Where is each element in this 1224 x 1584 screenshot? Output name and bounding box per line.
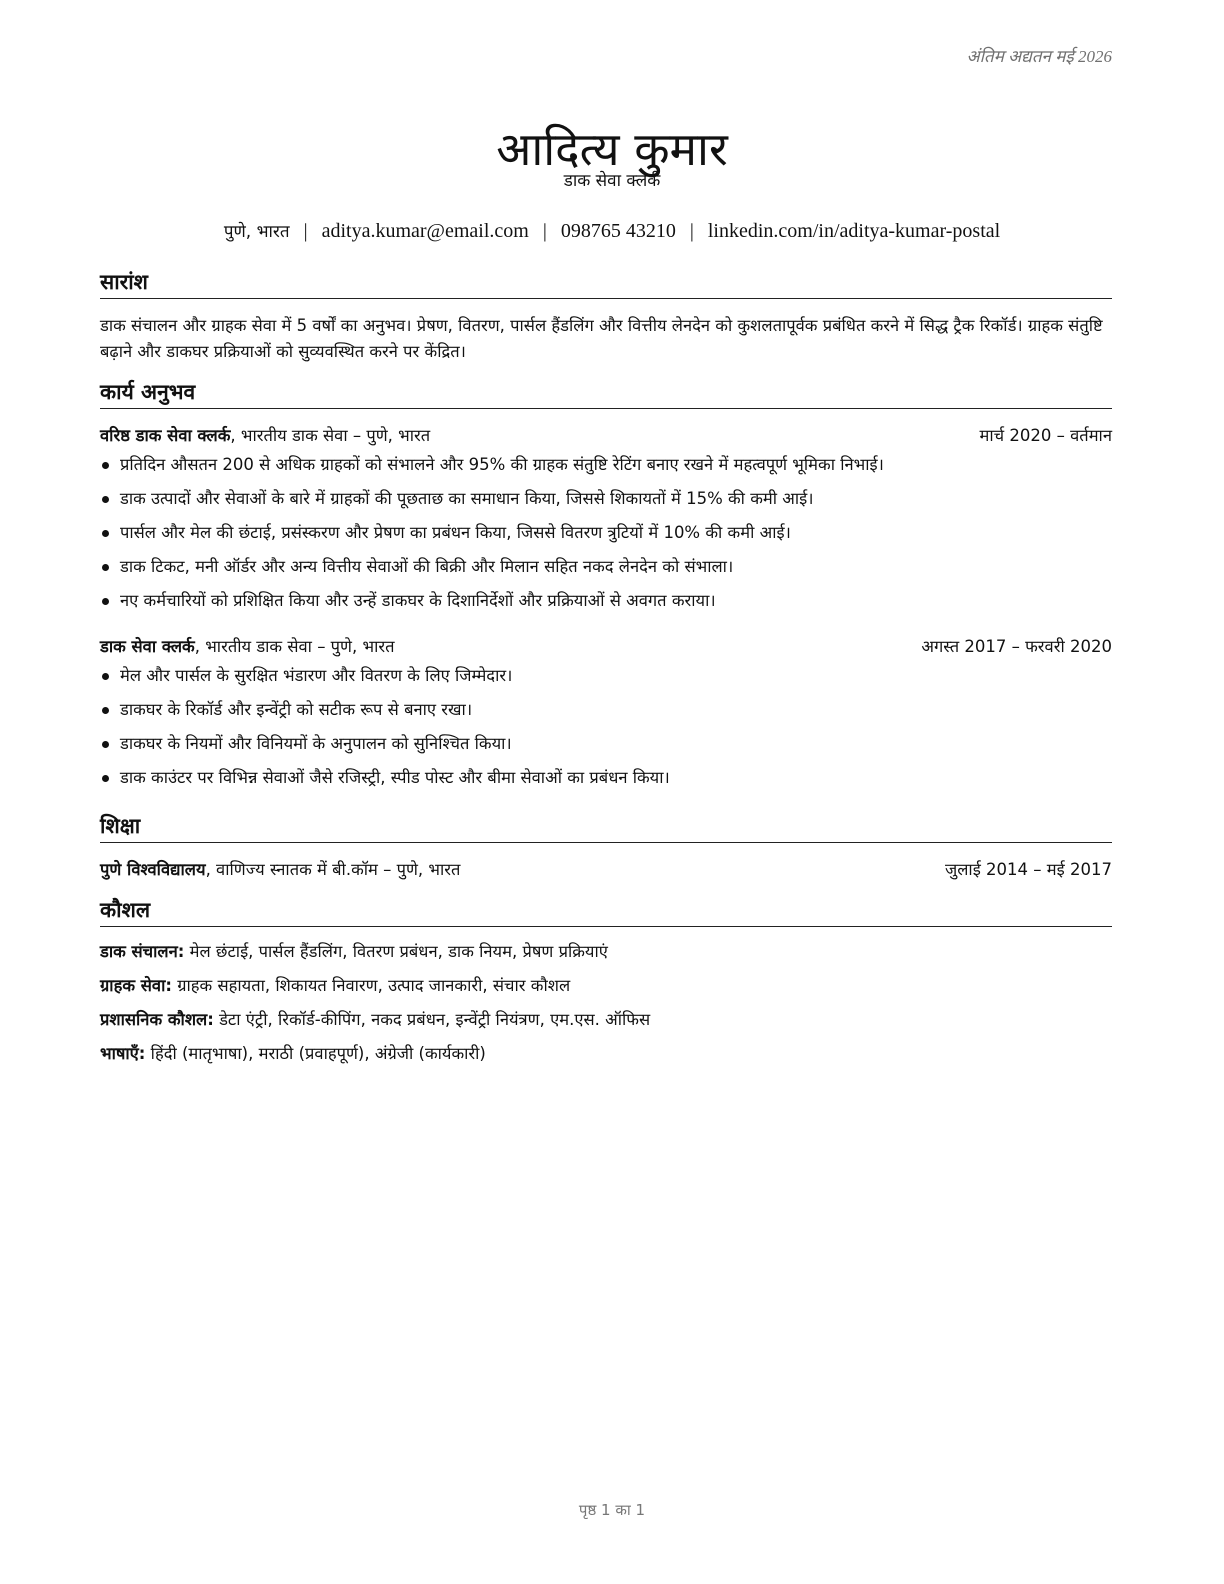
skill-row bbox=[100, 935, 1112, 969]
contact-separator: | bbox=[542, 220, 547, 242]
education-degree: , वाणिज्य स्नातक में बी.कॉम – पुणे, भारत bbox=[205, 860, 461, 879]
job-entry bbox=[100, 634, 1112, 795]
skill-value: मेल छंटाई, पार्सल हैंडलिंग, वितरण प्रबंधन, डाक नियम, प्रेषण प्रक्रियाएं bbox=[184, 942, 608, 961]
experience-section bbox=[100, 378, 1112, 795]
skill-label: भाषाएँ: bbox=[100, 1044, 146, 1063]
job-header bbox=[100, 423, 1112, 446]
list-item: मेल और पार्सल के सुरक्षित भंडारण और वितरण के लिए जिम्मेदार। bbox=[100, 659, 1112, 693]
contact-separator: | bbox=[689, 220, 694, 242]
skills-section bbox=[100, 896, 1112, 1071]
last-updated: अंतिम अद्यतन मई 2026 bbox=[966, 47, 1112, 66]
contact-phone: 098765 43210 bbox=[560, 220, 676, 242]
skill-label: डाक संचालन: bbox=[100, 942, 185, 961]
job-header bbox=[100, 634, 1112, 657]
contact-line bbox=[0, 219, 1224, 243]
education-entry bbox=[100, 857, 1112, 880]
job-bullets bbox=[100, 659, 1112, 795]
job-bullets bbox=[100, 448, 1112, 618]
skill-value: डेटा एंट्री, रिकॉर्ड-कीपिंग, नकद प्रबंधन, इन्वेंट्री नियंत्रण, एम.एस. ऑफिस bbox=[213, 1010, 651, 1029]
list-item: पार्सल और मेल की छंटाई, प्रसंस्करण और प्रेषण का प्रबंधन किया, जिससे वितरण त्रुटियों में 10% की कमी आई। bbox=[100, 516, 1112, 550]
contact-separator: | bbox=[303, 220, 308, 242]
contact-email[interactable]: aditya.kumar@email.com bbox=[321, 220, 529, 242]
education-school: पुणे विश्वविद्यालय bbox=[100, 860, 206, 879]
candidate-role: डाक सेवा क्लर्क bbox=[563, 171, 661, 191]
candidate-name: आदित्य कुमार bbox=[496, 121, 728, 176]
job-title-line bbox=[100, 634, 395, 657]
list-item: डाकघर के नियमों और विनियमों के अनुपालन को सुनिश्चित किया। bbox=[100, 727, 1112, 761]
list-item: नए कर्मचारियों को प्रशिक्षित किया और उन्हें डाकघर के दिशानिर्देशों और प्रक्रियाओं से अवगत कराया। bbox=[100, 584, 1112, 618]
list-item: डाक उत्पादों और सेवाओं के बारे में ग्राहकों की पूछताछ का समाधान किया, जिससे शिकायतों में 15% की कमी आई। bbox=[100, 482, 1112, 516]
skills-list bbox=[100, 935, 1112, 1071]
skill-row bbox=[100, 1037, 1112, 1071]
job-position: डाक सेवा क्लर्क bbox=[100, 637, 195, 656]
skill-value: ग्राहक सहायता, शिकायत निवारण, उत्पाद जानकारी, संचार कौशल bbox=[171, 976, 571, 995]
skill-row bbox=[100, 969, 1112, 1003]
job-org: , भारतीय डाक सेवा – पुणे, भारत bbox=[230, 426, 431, 445]
job-dates: मार्च 2020 – वर्तमान bbox=[979, 426, 1112, 445]
contact-location: पुणे, भारत bbox=[223, 222, 290, 242]
job-title-line bbox=[100, 423, 430, 446]
education-section bbox=[100, 812, 1112, 880]
section-title-experience: कार्य अनुभव bbox=[100, 378, 1112, 409]
education-dates: जुलाई 2014 – मई 2017 bbox=[945, 860, 1112, 879]
summary-section bbox=[100, 268, 1112, 365]
section-title-education: शिक्षा bbox=[100, 812, 1112, 843]
list-item: डाक काउंटर पर विभिन्न सेवाओं जैसे रजिस्ट्री, स्पीड पोस्ट और बीमा सेवाओं का प्रबंधन किया। bbox=[100, 761, 1112, 795]
list-item: प्रतिदिन औसतन 200 से अधिक ग्राहकों को संभालने और 95% की ग्राहक संतुष्टि रेटिंग बनाए रखने में महत्वपूर्ण भूमिका निभाई। bbox=[100, 448, 1112, 482]
page-number: पृष्ठ 1 का 1 bbox=[578, 1501, 646, 1519]
skill-label: प्रशासनिक कौशल: bbox=[100, 1010, 214, 1029]
summary-text: डाक संचालन और ग्राहक सेवा में 5 वर्षों का अनुभव। प्रेषण, वितरण, पार्सल हैंडलिंग और वित्तीय लेनदेन को कुशलतापूर्वक प्रबंधित करने में सिद्ध ट्रैक रिकॉर्ड। ग्राहक संतुष्टि बढ़ाने और डाकघर प्रक्रियाओं को सुव्यवस्थित करने पर केंद्रित। bbox=[100, 316, 1103, 361]
skill-row bbox=[100, 1003, 1112, 1037]
skill-label: ग्राहक सेवा: bbox=[100, 976, 172, 995]
list-item: डाकघर के रिकॉर्ड और इन्वेंट्री को सटीक रूप से बनाए रखा। bbox=[100, 693, 1112, 727]
job-dates: अगस्त 2017 – फरवरी 2020 bbox=[921, 637, 1112, 656]
list-item: डाक टिकट, मनी ऑर्डर और अन्य वित्तीय सेवाओं की बिक्री और मिलान सहित नकद लेनदेन को संभाला। bbox=[100, 550, 1112, 584]
contact-linkedin[interactable]: linkedin.com/in/aditya-kumar-postal bbox=[707, 220, 1001, 242]
job-entry bbox=[100, 423, 1112, 618]
section-title-skills: कौशल bbox=[100, 896, 1112, 927]
job-position: वरिष्ठ डाक सेवा क्लर्क bbox=[100, 426, 231, 445]
skill-value: हिंदी (मातृभाषा), मराठी (प्रवाहपूर्ण), अंग्रेजी (कार्यकारी) bbox=[145, 1044, 486, 1063]
job-org: , भारतीय डाक सेवा – पुणे, भारत bbox=[194, 637, 395, 656]
education-title-line bbox=[100, 857, 460, 880]
section-title-summary: सारांश bbox=[100, 268, 1112, 299]
